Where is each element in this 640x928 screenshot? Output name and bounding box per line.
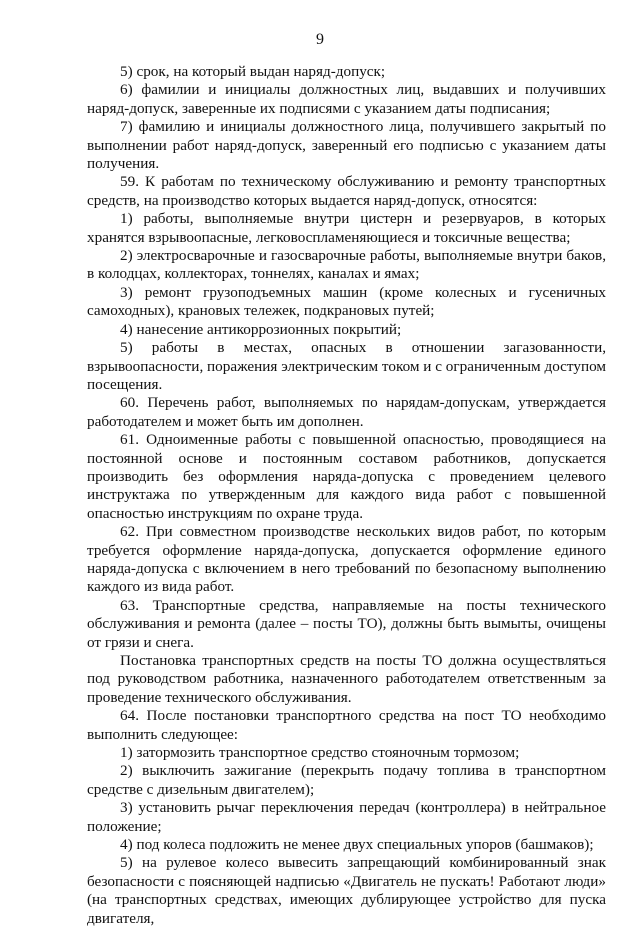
paragraph-8: 4) нанесение антикоррозионных покрытий; bbox=[120, 320, 402, 338]
page-number: 9 bbox=[316, 31, 324, 48]
paragraph-6: 2) электросварочные и газосварочные работы, выполняемые внутри баков, в колодцах, коллекторах, тоннелях, каналах и ямах; bbox=[87, 247, 606, 283]
paragraph-4: 59. К работам по техническому обслуживанию и ремонту транспортных средств, на производство которых выдается наряд-допуск, относятся: bbox=[87, 173, 606, 209]
paragraph-19: 4) под колеса подложить не менее двух специальных упоров (башмаков); bbox=[120, 836, 594, 854]
paragraph-13: 63. Транспортные средства, направляемые на посты технического обслуживания и ремонта (далее – посты ТО), должны быть вымыты, очищены от грязи и снега. bbox=[87, 596, 606, 651]
paragraph-2: 6) фамилии и инициалы должностных лиц, выдавших и получивших наряд-допуск, заверенные их подписями с указанием даты подписания; bbox=[87, 81, 606, 117]
paragraph-5: 1) работы, выполняемые внутри цистерн и резервуаров, в которых хранятся взрывоопасные, легковоспламеняющиеся и токсичные вещества; bbox=[87, 210, 606, 246]
paragraph-1: 5) срок, на который выдан наряд-допуск; bbox=[120, 63, 386, 80]
paragraph-16: 1) затормозить транспортное средство стояночным тормозом; bbox=[120, 744, 520, 762]
paragraph-10: 60. Перечень работ, выполняемых по нарядам-допускам, утверждается работодателем и может быть им дополнен. bbox=[87, 394, 606, 430]
paragraph-14: Постановка транспортных средств на посты ТО должна осуществляться под руководством работника, назначенного работодателем ответственным за проведение технического обслуживания. bbox=[87, 652, 606, 706]
paragraph-7: 3) ремонт грузоподъемных машин (кроме колесных и гусеничных самоходных), крановых тележек, подкрановых путей; bbox=[87, 283, 606, 320]
paragraph-11: 61. Одноименные работы с повышенной опасностью, проводящиеся на постоянной основе и постоянным составом работников, допускается производить без оформления наряда-допуска с проведением целевого инструктажа по утвержденным для каждого вида работ с повышенной опасностью инструкциям по охране труда. bbox=[87, 431, 606, 522]
paragraph-18: 3) установить рычаг переключения передач (контроллера) в нейтральное положение; bbox=[87, 799, 606, 835]
paragraph-9: 5) работы в местах, опасных в отношении загазованности, взрывоопасности, поражения электрическим током и с ограниченным доступом посещения. bbox=[87, 339, 606, 393]
paragraph-3: 7) фамилию и инициалы должностного лица, получившего закрытый по выполнении работ наряд-допуск, заверенный его подписью с указанием даты получения. bbox=[87, 118, 606, 173]
paragraph-15: 64. После постановки транспортного средства на пост ТО необходимо выполнить следующее: bbox=[87, 707, 606, 743]
paragraph-20: 5) на рулевое колесо вывесить запрещающий комбинированный знак безопасности с поясняющей надписью «Двигатель не пускать! Работают люди» (на транспортных средствах, имеющих дублирующее устройство для пуска двигателя, bbox=[87, 854, 606, 927]
paragraph-12: 62. При совместном производстве нескольких видов работ, по которым требуется оформление наряда-допуска, допускается оформление единого наряда-допуска с включением в него требований по безопасному выполнению каждого из вида работ. bbox=[87, 523, 606, 596]
document-body bbox=[87, 63, 606, 928]
paragraph-17: 2) выключить зажигание (перекрыть подачу топлива в транспортном средстве с дизельным двигателем); bbox=[87, 762, 606, 798]
